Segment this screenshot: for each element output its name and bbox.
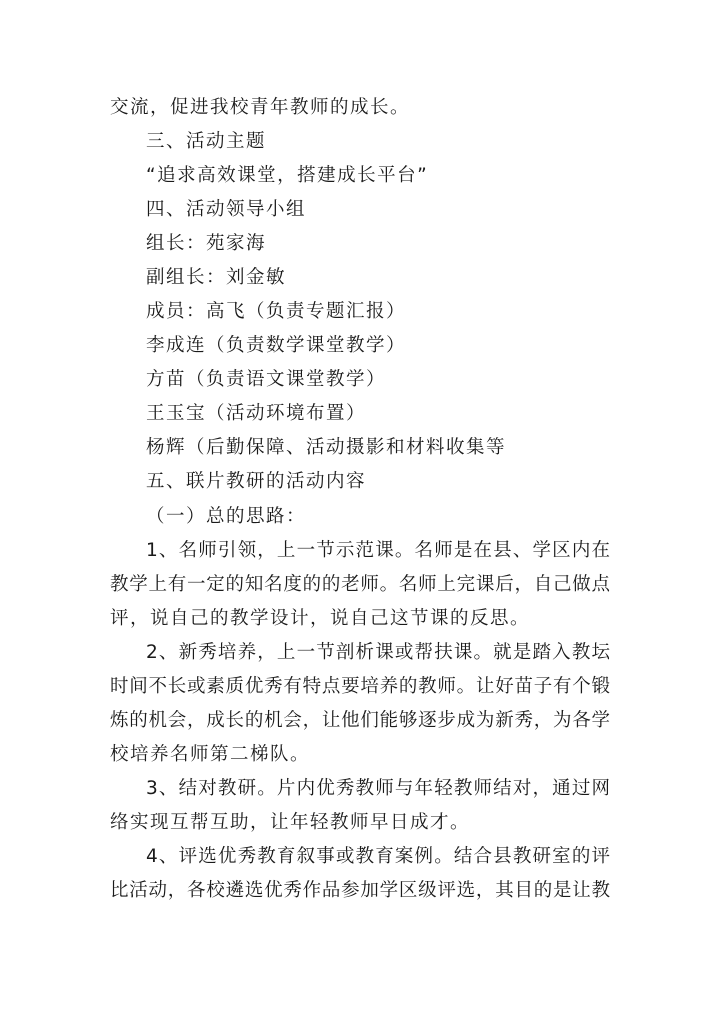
text-line: 交流，促进我校青年教师的成长。 — [110, 97, 411, 118]
text-line: 3、结对教研。片内优秀教师与年轻教师结对，通过网 — [146, 778, 610, 799]
text-line: 比活动，各校遴选优秀作品参加学区级评选，其目的是让教 — [110, 880, 610, 901]
text-line: 1、名师引领，上一节示范课。名师是在县、学区内在 — [146, 540, 610, 561]
text-line: 方苗（负责语文课堂教学） — [146, 369, 387, 390]
section-heading: 三、活动主题 — [146, 131, 267, 152]
theme-line: “追求高效课堂，搭建成长平台” — [146, 165, 429, 186]
subsection-heading: （一）总的思路： — [146, 506, 307, 527]
section-heading: 五、联片教研的活动内容 — [146, 471, 367, 492]
text-line: 杨辉（后勤保障、活动摄影和材料收集等 — [146, 437, 507, 458]
text-line: 组长：苑家海 — [146, 233, 267, 254]
text-line: 李成连（负责数学课堂教学） — [146, 335, 407, 356]
text-line: 成员：高飞（负责专题汇报） — [146, 301, 407, 322]
text-line: 炼的机会，成长的机会，让他们能够逐步成为新秀，为各学 — [110, 710, 610, 731]
text-line: 副组长：刘金敏 — [146, 267, 287, 288]
text-line: 教学上有一定的知名度的的老师。名师上完课后，自己做点 — [110, 574, 610, 595]
text-line: 评，说自己的教学设计，说自己这节课的反思。 — [110, 608, 531, 629]
text-line: 时间不长或素质优秀有特点要培养的教师。让好苗子有个锻 — [110, 676, 610, 697]
text-line: 王玉宝（活动环境布置） — [146, 403, 367, 424]
text-line: 校培养名师第二梯队。 — [110, 744, 311, 765]
text-line: 络实现互帮互助，让年轻教师早日成才。 — [110, 812, 471, 833]
text-line: 4、评选优秀教育叙事或教育案例。结合县教研室的评 — [146, 846, 610, 867]
text-line: 2、新秀培养，上一节剖析课或帮扶课。就是踏入教坛 — [146, 642, 610, 663]
section-heading: 四、活动领导小组 — [146, 199, 307, 220]
